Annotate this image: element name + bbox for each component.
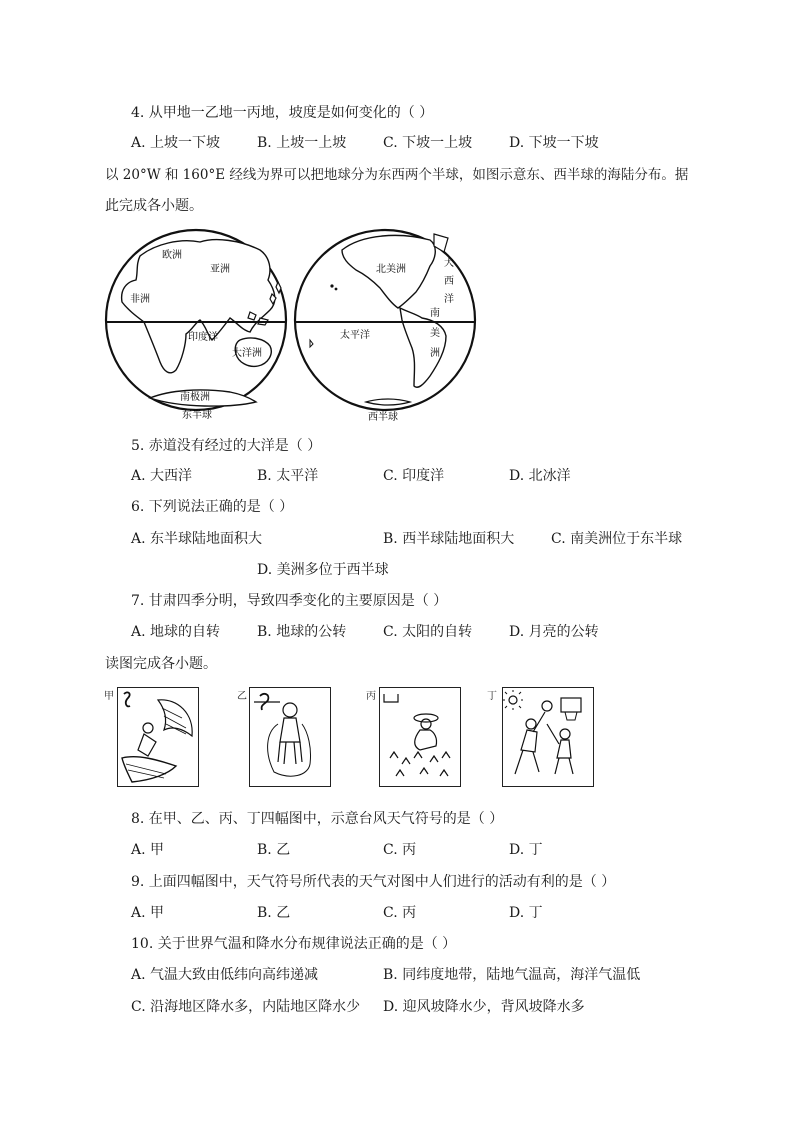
- antarctica-label: 南极洲: [180, 392, 210, 403]
- q4-stem: 4. 从甲地一乙地一丙地，坡度是如何变化的（ ）: [131, 105, 434, 121]
- hemisphere-map: [100, 222, 495, 427]
- q10-option-a: A. 气温大致由低纬向高纬递减: [131, 967, 319, 983]
- q8-stem: 8. 在甲、乙、丙、丁四幅图中，示意台风天气符号的是（ ）: [131, 811, 504, 827]
- q9-option-b: B. 乙: [257, 905, 291, 921]
- south-america-label-1: 南: [430, 308, 440, 319]
- q6-option-d: D. 美洲多位于西半球: [257, 562, 389, 578]
- panel-label-jia: 甲: [104, 691, 114, 702]
- q7-option-a: A. 地球的自转: [131, 624, 221, 640]
- q7-stem: 7. 甘肃四季分明，导致四季变化的主要原因是（ ）: [131, 593, 448, 609]
- panel-ding: [502, 687, 594, 787]
- africa-label: 非洲: [130, 294, 150, 305]
- intro-2: 读图完成各小题。: [105, 656, 217, 672]
- panel-label-yi: 乙: [237, 691, 247, 702]
- q4-option-c: C. 下坡一上坡: [383, 135, 473, 151]
- west-hemisphere: [295, 230, 476, 423]
- europe-label: 欧洲: [162, 250, 182, 261]
- q5-option-a: A. 大西洋: [131, 468, 193, 484]
- q10-option-c: C. 沿海地区降水多，内陆地区降水少: [131, 999, 361, 1015]
- q7-option-b: B. 地球的公转: [257, 624, 347, 640]
- q6-option-a: A. 东半球陆地面积大: [131, 531, 263, 547]
- indian-ocean-label: 印度洋: [188, 332, 218, 343]
- weather-symbol-icon: [384, 694, 398, 702]
- east-hemisphere: [106, 230, 286, 421]
- q7-option-d: D. 月亮的公转: [509, 624, 599, 640]
- q9-option-c: C. 丙: [383, 905, 417, 921]
- panel-bing: [379, 687, 461, 787]
- pacific-ocean-label: 太平洋: [340, 330, 370, 341]
- weather-panels: [104, 687, 604, 791]
- panel-jia: [117, 687, 199, 787]
- q5-option-c: C. 印度洋: [383, 468, 445, 484]
- panel-label-bing: 丙: [366, 691, 376, 702]
- east-hemisphere-caption: 东半球: [182, 410, 212, 421]
- q8-option-b: B. 乙: [257, 842, 291, 858]
- q4-option-b: B. 上坡一上坡: [257, 135, 347, 151]
- north-america-label: 北美洲: [376, 264, 406, 275]
- sunny-symbol-icon: [509, 696, 517, 704]
- q9-option-a: A. 甲: [131, 905, 165, 921]
- q9-option-d: D. 丁: [509, 905, 543, 921]
- q5-option-b: B. 太平洋: [257, 468, 319, 484]
- atlantic-label-3: 洋: [444, 294, 454, 305]
- panel-yi: [249, 687, 331, 787]
- q10-option-b: B. 同纬度地带，陆地气温高，海洋气温低: [383, 967, 641, 983]
- oceania-label: 大洋洲: [232, 348, 262, 359]
- atlantic-label-2: 西: [444, 276, 454, 287]
- south-america-label-2: 美: [430, 328, 440, 339]
- typhoon-symbol-icon: [124, 692, 130, 706]
- q8-option-d: D. 丁: [509, 842, 543, 858]
- south-america-label-3: 洲: [430, 348, 440, 359]
- q6-option-c: C. 南美洲位于东半球: [551, 531, 683, 547]
- q8-option-a: A. 甲: [131, 842, 165, 858]
- q5-stem: 5. 赤道没有经过的大洋是（ ）: [131, 438, 322, 454]
- intro-1-line-2: 此完成各小题。: [105, 198, 203, 214]
- q6-stem: 6. 下列说法正确的是（ ）: [131, 499, 294, 515]
- q10-option-d: D. 迎风坡降水少，背风坡降水多: [383, 999, 585, 1015]
- q10-stem: 10. 关于世界气温和降水分布规律说法正确的是（ ）: [131, 936, 457, 952]
- panel-label-ding: 丁: [487, 691, 497, 702]
- intro-1-line-1: 以 20°W 和 160°E 经线为界可以把地球分为东西两个半球，如图示意东、西半球的海陆分布。据: [105, 167, 689, 183]
- q5-option-d: D. 北冰洋: [509, 468, 571, 484]
- west-hemisphere-caption: 西半球: [368, 412, 398, 423]
- q7-option-c: C. 太阳的自转: [383, 624, 473, 640]
- q4-option-a: A. 上坡一下坡: [131, 135, 221, 151]
- q6-option-b: B. 西半球陆地面积大: [383, 531, 515, 547]
- q4-option-d: D. 下坡一下坡: [509, 135, 599, 151]
- asia-label: 亚洲: [210, 264, 230, 275]
- atlantic-label-1: 大: [444, 258, 454, 269]
- q8-option-c: C. 丙: [383, 842, 417, 858]
- q9-stem: 9. 上面四幅图中，天气符号所代表的天气对图中人们进行的活动有利的是（ ）: [131, 874, 616, 890]
